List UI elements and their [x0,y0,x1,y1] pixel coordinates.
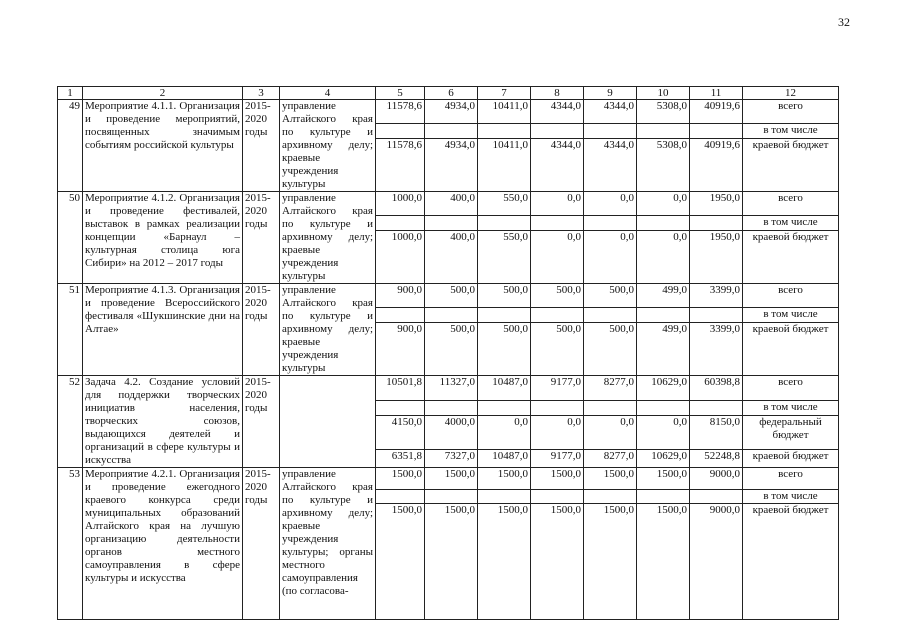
amount-cell [690,307,743,322]
executor [280,376,376,468]
amount-cell [478,215,531,230]
amount-cell [531,400,584,416]
amount-cell: 11327,0 [425,376,478,401]
amount-cell [478,490,531,504]
amount-cell [637,400,690,416]
amount-cell [690,490,743,504]
amount-cell [531,124,584,139]
amount-cell: 4344,0 [531,100,584,124]
amount-cell: 400,0 [425,192,478,216]
header-cell: 11 [690,87,743,100]
amount-cell [376,307,425,322]
row-number: 51 [58,284,83,376]
amount-cell: 1950,0 [690,230,743,284]
amount-cell [584,124,637,139]
amount-cell: 550,0 [478,192,531,216]
header-cell: 6 [425,87,478,100]
amount-cell: 550,0 [478,230,531,284]
amount-cell: 11578,6 [376,139,425,192]
amount-cell: 9000,0 [690,468,743,490]
funding-source: в том числе [743,490,839,504]
amount-cell: 4344,0 [531,139,584,192]
amount-cell: 1500,0 [425,468,478,490]
amount-cell: 500,0 [478,322,531,376]
amount-cell [690,400,743,416]
amount-cell [637,215,690,230]
amount-cell [690,124,743,139]
amount-cell: 9000,0 [690,504,743,620]
amount-cell: 1500,0 [637,504,690,620]
amount-cell [425,490,478,504]
amount-cell: 500,0 [531,322,584,376]
amount-cell [425,400,478,416]
amount-cell: 1500,0 [584,468,637,490]
amount-cell: 4934,0 [425,139,478,192]
amount-cell: 900,0 [376,284,425,308]
amount-cell: 7327,0 [425,450,478,468]
funding-source: в том числе [743,400,839,416]
amount-cell [376,490,425,504]
amount-cell: 499,0 [637,284,690,308]
amount-cell: 1000,0 [376,230,425,284]
page-number: 32 [838,15,850,29]
header-cell: 7 [478,87,531,100]
amount-cell: 0,0 [478,416,531,450]
amount-cell: 0,0 [637,192,690,216]
amount-cell [584,490,637,504]
amount-cell [637,307,690,322]
funding-source: всего [743,376,839,401]
amount-cell: 0,0 [584,230,637,284]
amount-cell: 11578,6 [376,100,425,124]
header-cell: 10 [637,87,690,100]
measure-name: Мероприятие 4.1.2. Организация и проведение фестивалей, выставок в рамках реализации концепции «Барнаул – культурная столица юга Сибири» на 2012 – 2017 годы [83,192,243,284]
amount-cell: 1000,0 [376,192,425,216]
amount-cell [637,124,690,139]
header-cell: 3 [243,87,280,100]
funding-source: краевой бюджет [743,139,839,192]
amount-cell: 8277,0 [584,376,637,401]
amount-cell: 0,0 [637,416,690,450]
header-cell: 12 [743,87,839,100]
table-row [58,100,839,124]
measure-name: Мероприятие 4.1.3. Организация и проведение Всероссийского фестиваля «Шукшинские дни на Алтае» [83,284,243,376]
funding-source: всего [743,100,839,124]
amount-cell: 0,0 [637,230,690,284]
funding-source: краевой бюджет [743,504,839,620]
amount-cell: 10487,0 [478,450,531,468]
amount-cell: 0,0 [531,230,584,284]
header-cell: 1 [58,87,83,100]
amount-cell: 5308,0 [637,100,690,124]
amount-cell: 3399,0 [690,322,743,376]
amount-cell [690,215,743,230]
amount-cell [478,400,531,416]
amount-cell: 1500,0 [478,468,531,490]
amount-cell [376,215,425,230]
measure-name: Мероприятие 4.2.1. Организация и проведение ежегодного краевого конкурса среди муниципальных образований Алтайского края на лучшую организацию деятельности органов местного самоуправления в сфере культуры и искусства [83,468,243,620]
measure-name: Задача 4.2. Создание условий для поддержки творческих инициатив населения, творческих союзов, выдающихся деятелей и организаций в сфере культуры и искусства [83,376,243,468]
amount-cell [478,307,531,322]
table-row [58,468,839,490]
amount-cell: 10411,0 [478,100,531,124]
amount-cell: 1500,0 [376,504,425,620]
executor: управление Алтайского края по культуре и архивному делу; краевые учреждения культуры [280,192,376,284]
amount-cell [531,215,584,230]
amount-cell [425,215,478,230]
amount-cell: 0,0 [584,192,637,216]
funding-source: всего [743,468,839,490]
amount-cell: 4150,0 [376,416,425,450]
amount-cell: 3399,0 [690,284,743,308]
period: 2015-2020 годы [243,376,280,468]
header-cell: 4 [280,87,376,100]
budget-table [57,86,839,620]
amount-cell: 1500,0 [376,468,425,490]
amount-cell: 500,0 [584,284,637,308]
amount-cell: 5308,0 [637,139,690,192]
period: 2015-2020 годы [243,192,280,284]
amount-cell [376,400,425,416]
header-cell: 8 [531,87,584,100]
funding-source: в том числе [743,215,839,230]
amount-cell: 6351,8 [376,450,425,468]
amount-cell: 10501,8 [376,376,425,401]
amount-cell: 9177,0 [531,450,584,468]
amount-cell: 1500,0 [478,504,531,620]
amount-cell [531,490,584,504]
amount-cell [584,307,637,322]
amount-cell: 4934,0 [425,100,478,124]
amount-cell: 10411,0 [478,139,531,192]
table-row [58,284,839,308]
amount-cell: 40919,6 [690,100,743,124]
amount-cell: 10629,0 [637,376,690,401]
amount-cell [584,215,637,230]
amount-cell: 1500,0 [637,468,690,490]
row-number: 49 [58,100,83,192]
funding-source: федеральный бюджет [743,416,839,450]
table-row [58,376,839,401]
header-cell: 2 [83,87,243,100]
amount-cell: 4344,0 [584,100,637,124]
amount-cell: 40919,6 [690,139,743,192]
row-number: 50 [58,192,83,284]
amount-cell: 8150,0 [690,416,743,450]
amount-cell: 1500,0 [425,504,478,620]
amount-cell: 10487,0 [478,376,531,401]
amount-cell [425,124,478,139]
executor: управление Алтайского края по культуре и архивному делу; краевые учреждения культуры; органы местного самоуправления (по согласова- [280,468,376,620]
funding-source: в том числе [743,124,839,139]
funding-source: всего [743,192,839,216]
header-cell: 5 [376,87,425,100]
amount-cell: 52248,8 [690,450,743,468]
amount-cell [637,490,690,504]
amount-cell: 500,0 [584,322,637,376]
amount-cell: 1500,0 [584,504,637,620]
amount-cell: 0,0 [584,416,637,450]
amount-cell: 0,0 [531,192,584,216]
amount-cell [478,124,531,139]
amount-cell [376,124,425,139]
amount-cell [425,307,478,322]
funding-source: краевой бюджет [743,322,839,376]
amount-cell: 1500,0 [531,468,584,490]
header-row [58,87,839,100]
funding-source: краевой бюджет [743,450,839,468]
amount-cell: 4000,0 [425,416,478,450]
period: 2015-2020 годы [243,284,280,376]
header-cell: 9 [584,87,637,100]
funding-source: в том числе [743,307,839,322]
table-row [58,192,839,216]
amount-cell: 9177,0 [531,376,584,401]
amount-cell: 500,0 [425,284,478,308]
period: 2015-2020 годы [243,468,280,620]
amount-cell: 400,0 [425,230,478,284]
executor: управление Алтайского края по культуре и архивному делу; краевые учреждения культуры [280,284,376,376]
amount-cell: 60398,8 [690,376,743,401]
amount-cell [531,307,584,322]
amount-cell: 1950,0 [690,192,743,216]
amount-cell: 8277,0 [584,450,637,468]
measure-name: Мероприятие 4.1.1. Организация и проведение мероприятий, посвященных значимым событиям российской культуры [83,100,243,192]
row-number: 53 [58,468,83,620]
amount-cell [584,400,637,416]
amount-cell: 4344,0 [584,139,637,192]
amount-cell: 10629,0 [637,450,690,468]
amount-cell: 1500,0 [531,504,584,620]
funding-source: всего [743,284,839,308]
funding-source: краевой бюджет [743,230,839,284]
row-number: 52 [58,376,83,468]
period: 2015-2020 годы [243,100,280,192]
amount-cell: 0,0 [531,416,584,450]
amount-cell: 500,0 [478,284,531,308]
executor: управление Алтайского края по культуре и архивному делу; краевые учреждения культуры [280,100,376,192]
amount-cell: 500,0 [531,284,584,308]
amount-cell: 900,0 [376,322,425,376]
amount-cell: 499,0 [637,322,690,376]
amount-cell: 500,0 [425,322,478,376]
